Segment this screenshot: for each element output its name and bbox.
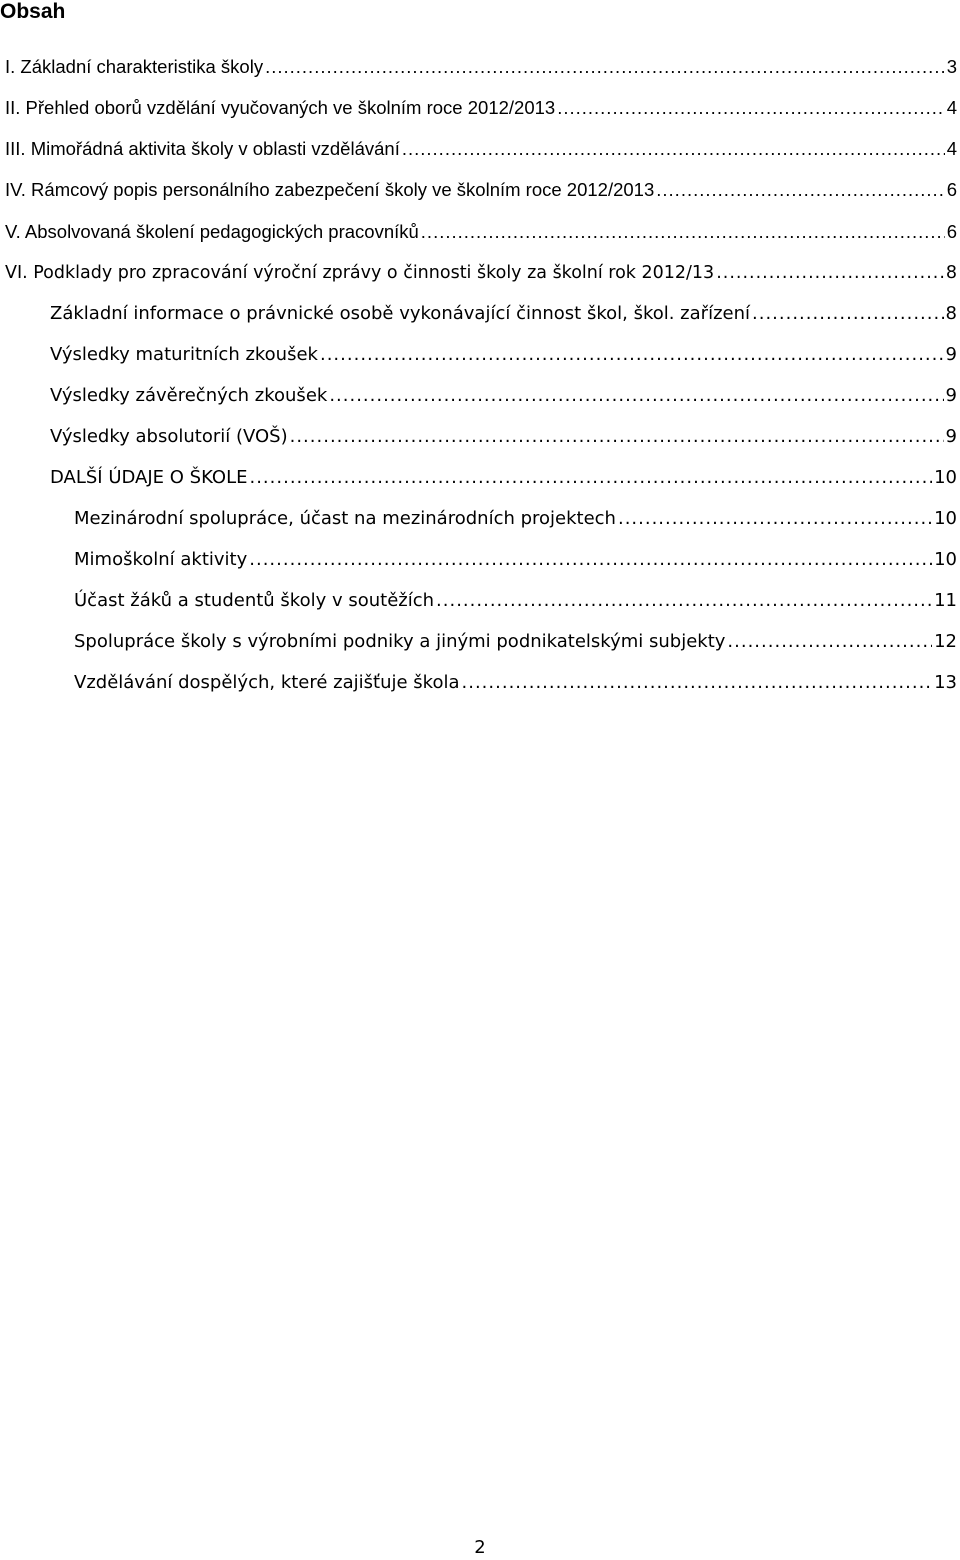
toc-entry-page: 9: [945, 426, 957, 447]
toc-entry-title: Základní informace o právnické osobě vykonávající činnost škol, škol. zařízení: [50, 303, 750, 324]
toc-entry-10[interactable]: [50, 425, 960, 449]
toc-dot-leader: [290, 425, 944, 449]
toc-entry-page: 13: [934, 672, 957, 693]
toc-entry-title: Vzdělávání dospělých, které zajišťuje škola: [74, 672, 460, 693]
toc-entry-6[interactable]: [5, 261, 960, 285]
toc-entry-16[interactable]: [74, 671, 960, 695]
toc-entry-title: Mimoškolní aktivity: [74, 549, 248, 570]
toc-entry-title: II. Přehled oborů vzdělání vyučovaných ve školním roce 2012/2013: [5, 97, 556, 118]
toc-dot-leader: [402, 137, 945, 161]
toc-entry-page: 8: [945, 303, 957, 324]
toc-dot-leader: [320, 343, 944, 367]
toc-entry-page: 12: [934, 631, 957, 652]
toc-entry-page: 8: [945, 263, 957, 283]
toc-dot-leader: [265, 55, 945, 79]
toc-entry-5[interactable]: [5, 220, 960, 244]
toc-entry-title: Výsledky maturitních zkoušek: [50, 344, 318, 365]
toc-entry-title: Spolupráce školy s výrobními podniky a jinými podnikatelskými subjekty: [74, 631, 726, 652]
toc-entry-7[interactable]: [50, 302, 960, 326]
toc-entry-14[interactable]: [74, 589, 960, 613]
toc-entry-page: 4: [946, 138, 957, 159]
toc-entry-page: 6: [946, 179, 957, 200]
toc-dot-leader: [329, 384, 943, 408]
toc-entry-page: 11: [934, 590, 957, 611]
toc-entry-4[interactable]: [5, 178, 960, 202]
toc-entry-title: Účast žáků a studentů školy v soutěžích: [74, 590, 435, 611]
toc-dot-leader: [462, 671, 933, 695]
toc-entry-title: IV. Rámcový popis personálního zabezpečení školy ve školním roce 2012/2013: [5, 179, 655, 200]
toc-dot-leader: [727, 630, 932, 654]
toc-dot-leader: [421, 220, 945, 244]
toc-entry-page: 4: [946, 97, 957, 118]
page-number: 2: [474, 1537, 486, 1558]
toc-entry-title: Výsledky závěrečných zkoušek: [50, 385, 328, 406]
toc-entry-title: I. Základní charakteristika školy: [5, 56, 264, 77]
toc-dot-leader: [618, 507, 932, 531]
toc-entry-page: 9: [945, 385, 957, 406]
toc-dot-leader: [656, 178, 944, 202]
toc-entry-13[interactable]: [74, 548, 960, 572]
toc-dot-leader: [716, 261, 944, 285]
toc-entry-title: VI. Podklady pro zpracování výroční zprávy o činnosti školy za školní rok 2012/13: [5, 263, 715, 283]
toc-entry-title: V. Absolvovaná školení pedagogických pracovníků: [5, 221, 419, 242]
toc-entry-3[interactable]: [5, 137, 960, 161]
toc-entry-1[interactable]: [5, 55, 960, 79]
page-title: Obsah: [0, 0, 66, 23]
toc-entry-9[interactable]: [50, 384, 960, 408]
toc-entry-15[interactable]: [74, 630, 960, 654]
toc-entry-page: 10: [934, 467, 957, 488]
toc-dot-leader: [752, 302, 944, 326]
toc-entry-2[interactable]: [5, 96, 960, 120]
toc-dot-leader: [249, 548, 932, 572]
toc-entry-8[interactable]: [50, 343, 960, 367]
toc-entry-page: 6: [946, 221, 957, 242]
toc-dot-leader: [436, 589, 932, 613]
toc-entry-title: Výsledky absolutorií (VOŠ): [50, 426, 288, 447]
table-of-contents: [0, 0, 960, 760]
toc-entry-12[interactable]: [74, 507, 960, 531]
toc-entry-title: Mezinárodní spolupráce, účast na mezinárodních projektech: [74, 508, 616, 529]
toc-entry-page: 10: [934, 508, 957, 529]
toc-entry-page: 10: [934, 549, 957, 570]
toc-dot-leader: [249, 466, 932, 490]
toc-entry-11[interactable]: [50, 466, 960, 490]
toc-dot-leader: [557, 96, 945, 120]
toc-entry-title: III. Mimořádná aktivita školy v oblasti vzdělávání: [5, 138, 400, 159]
toc-entry-page: 3: [946, 56, 957, 77]
toc-entry-page: 9: [945, 344, 957, 365]
toc-entry-title: DALŠÍ ÚDAJE O ŠKOLE: [50, 467, 248, 488]
